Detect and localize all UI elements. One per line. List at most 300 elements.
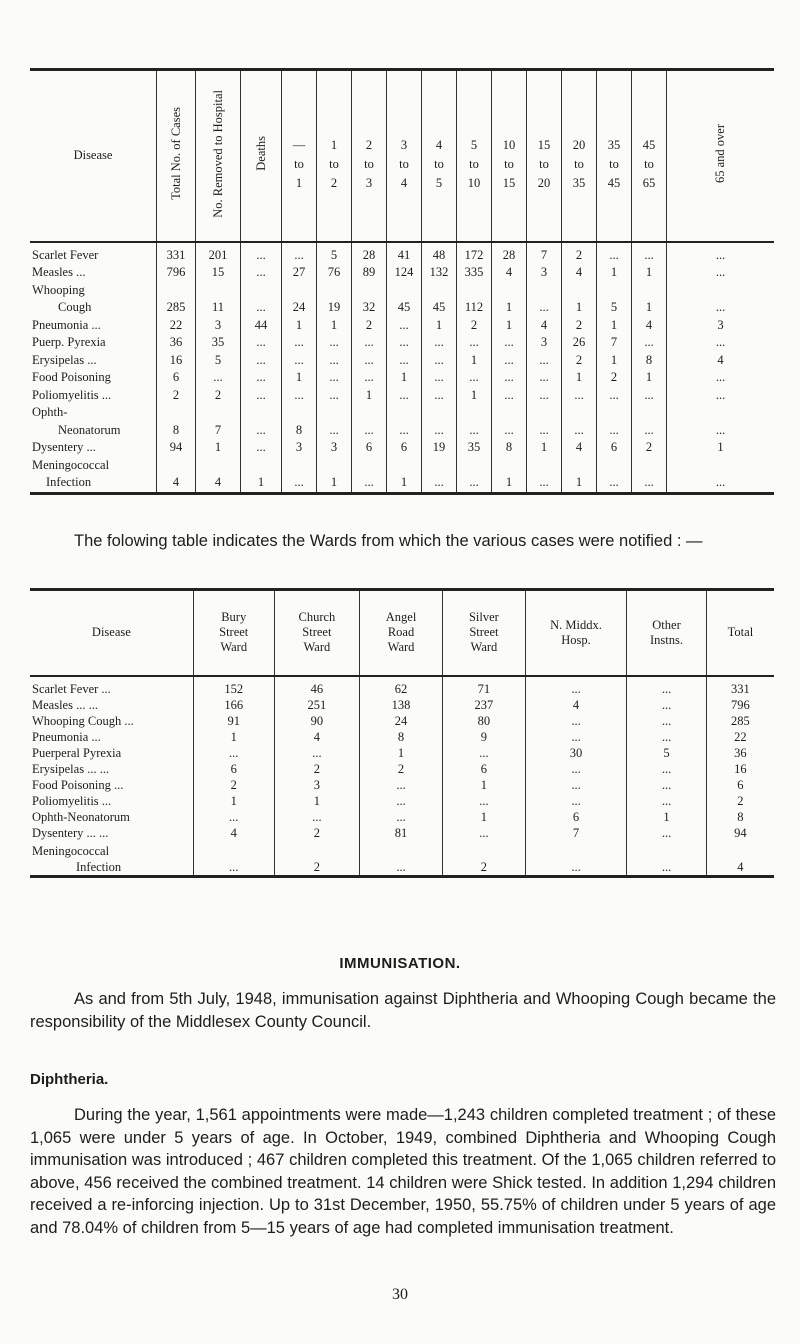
age-header-part: 4 bbox=[435, 138, 443, 153]
col-header-3 bbox=[442, 590, 525, 676]
disease-name-line: Whooping bbox=[32, 282, 85, 297]
table-cell: 1 bbox=[442, 809, 525, 825]
table-cell: 26 bbox=[562, 334, 597, 352]
col-header-line: Road bbox=[387, 625, 415, 640]
table-cell: 1 bbox=[632, 264, 667, 282]
diphtheria-heading: Diphtheria. bbox=[30, 1071, 109, 1088]
table-cell: ... bbox=[492, 404, 527, 439]
table-cell: ... bbox=[627, 676, 707, 697]
table-cell: 35 bbox=[196, 334, 241, 352]
table-cell: 3 bbox=[317, 439, 352, 457]
disease-name-line: Scarlet Fever ... bbox=[32, 681, 111, 696]
table-cell: 46 bbox=[274, 676, 359, 697]
table-cell: ... bbox=[241, 369, 282, 387]
col-header-age-2 bbox=[352, 70, 387, 242]
row-disease-name bbox=[30, 457, 157, 494]
table-cell: ... bbox=[627, 841, 707, 877]
table-cell: 1 bbox=[597, 352, 632, 370]
table-cell: ... bbox=[442, 745, 525, 761]
table-row bbox=[30, 793, 774, 809]
table-cell: ... bbox=[241, 439, 282, 457]
table-cell: ... bbox=[193, 841, 274, 877]
table-cell: 41 bbox=[387, 242, 422, 265]
col-header-age-7 bbox=[527, 70, 562, 242]
table-cell: 11 bbox=[196, 282, 241, 317]
row-disease-name bbox=[30, 761, 193, 777]
table-cell: ... bbox=[282, 352, 317, 370]
table-cell: ... bbox=[597, 387, 632, 405]
age-header-part: to bbox=[609, 157, 619, 172]
table-cell: 7 bbox=[196, 404, 241, 439]
table-cell: ... bbox=[632, 404, 667, 439]
table-cell: ... bbox=[282, 242, 317, 265]
table-cell: 15 bbox=[196, 264, 241, 282]
col-header-2 bbox=[360, 590, 443, 676]
disease-name-line: Measles ... ... bbox=[32, 697, 98, 712]
table-cell: 81 bbox=[360, 825, 443, 841]
col-header-line: Hosp. bbox=[561, 632, 591, 647]
table-cell: ... bbox=[525, 713, 626, 729]
table-cell: 4 bbox=[562, 439, 597, 457]
table-cell: 2 bbox=[352, 317, 387, 335]
table-cell: ... bbox=[525, 793, 626, 809]
table-cell: 22 bbox=[706, 729, 774, 745]
table-cell: ... bbox=[525, 761, 626, 777]
table-cell: 796 bbox=[706, 697, 774, 713]
table-row bbox=[30, 457, 774, 494]
table-cell: ... bbox=[597, 457, 632, 494]
table-cell: 1 bbox=[196, 439, 241, 457]
age-header-part: to bbox=[364, 157, 374, 172]
table-row bbox=[30, 264, 774, 282]
table-cell: 112 bbox=[457, 282, 492, 317]
table-cell: ... bbox=[360, 809, 443, 825]
ward-table-intro: The folowing table indicates the Wards from which the various cases were notified : — bbox=[74, 532, 703, 550]
row-disease-name bbox=[30, 404, 157, 439]
table-cell: 8 bbox=[632, 352, 667, 370]
table-cell: 3 bbox=[527, 334, 562, 352]
disease-name-line: Dysentery ... bbox=[32, 440, 96, 454]
cases-by-ward-table bbox=[30, 588, 774, 878]
age-header-part: 35 bbox=[572, 176, 586, 191]
table-cell: ... bbox=[457, 404, 492, 439]
age-header-part: to bbox=[329, 157, 339, 172]
table-cell: 71 bbox=[442, 676, 525, 697]
table-cell: ... bbox=[282, 387, 317, 405]
table-cell: 2 bbox=[706, 793, 774, 809]
table-cell: ... bbox=[422, 387, 457, 405]
table-cell: ... bbox=[387, 334, 422, 352]
table-cell: 1 bbox=[193, 793, 274, 809]
age-header-part: to bbox=[644, 157, 654, 172]
table-cell: 4 bbox=[157, 457, 196, 494]
table-row bbox=[30, 825, 774, 841]
table-cell: ... bbox=[527, 457, 562, 494]
col-header-1 bbox=[274, 590, 359, 676]
page-number: 30 bbox=[392, 1286, 408, 1303]
table-cell: 166 bbox=[193, 697, 274, 713]
table-cell: 44 bbox=[241, 317, 282, 335]
table-cell: 19 bbox=[317, 282, 352, 317]
col-header-age-4 bbox=[422, 70, 457, 242]
table-cell: 2 bbox=[632, 439, 667, 457]
col-header-line: N. Middx. bbox=[550, 617, 602, 632]
age-header-part: to bbox=[504, 157, 514, 172]
table-cell: 1 bbox=[492, 317, 527, 335]
table-cell: ... bbox=[317, 352, 352, 370]
table-cell: ... bbox=[457, 369, 492, 387]
table-cell: ... bbox=[525, 841, 626, 877]
col-header-6 bbox=[706, 590, 774, 676]
col-header-line: Ward bbox=[303, 640, 331, 655]
table-cell: ... bbox=[422, 334, 457, 352]
table-cell: 1 bbox=[562, 282, 597, 317]
table-cell: 2 bbox=[274, 841, 359, 877]
table-cell: ... bbox=[627, 825, 707, 841]
table-row bbox=[30, 761, 774, 777]
table-cell: ... bbox=[527, 282, 562, 317]
table-cell: ... bbox=[442, 793, 525, 809]
row-disease-name bbox=[30, 745, 193, 761]
table-cell: ... bbox=[667, 264, 775, 282]
table-cell: ... bbox=[667, 369, 775, 387]
table-cell: 90 bbox=[274, 713, 359, 729]
table-cell: 4 bbox=[193, 825, 274, 841]
table-row bbox=[30, 317, 774, 335]
table-cell: 1 bbox=[597, 317, 632, 335]
age-header-part: 2 bbox=[365, 138, 373, 153]
table-cell: ... bbox=[352, 334, 387, 352]
table-cell: 1 bbox=[627, 809, 707, 825]
table-cell: 4 bbox=[706, 841, 774, 877]
table-cell: ... bbox=[562, 404, 597, 439]
age-header-part: 2 bbox=[330, 176, 338, 191]
table-cell: 2 bbox=[157, 387, 196, 405]
table-row bbox=[30, 777, 774, 793]
table-cell: 6 bbox=[352, 439, 387, 457]
table-cell: 201 bbox=[196, 242, 241, 265]
table-cell: ... bbox=[317, 404, 352, 439]
table-cell: 2 bbox=[274, 761, 359, 777]
col-header-age-5 bbox=[457, 70, 492, 242]
col-header-deaths-text: Deaths bbox=[253, 136, 268, 172]
table-cell: 335 bbox=[457, 264, 492, 282]
table-cell: 76 bbox=[317, 264, 352, 282]
table-cell: ... bbox=[274, 809, 359, 825]
table-cell: ... bbox=[360, 777, 443, 793]
table-cell: ... bbox=[492, 387, 527, 405]
table-cell: ... bbox=[352, 369, 387, 387]
row-disease-name bbox=[30, 334, 157, 352]
table-cell: 2 bbox=[562, 352, 597, 370]
col-header-disease: Disease bbox=[30, 590, 193, 676]
table-cell: 24 bbox=[360, 713, 443, 729]
table-cell: ... bbox=[360, 793, 443, 809]
age-header-part: 35 bbox=[607, 138, 621, 153]
table-cell: ... bbox=[241, 404, 282, 439]
col-header-65-and-over bbox=[667, 70, 775, 242]
table-cell: ... bbox=[667, 457, 775, 494]
table-cell: ... bbox=[317, 334, 352, 352]
table-cell: ... bbox=[667, 387, 775, 405]
age-header-part: 1 bbox=[330, 138, 338, 153]
disease-name-line: Pneumonia ... bbox=[32, 729, 101, 744]
table-cell: 7 bbox=[527, 242, 562, 265]
table-cell: 1 bbox=[457, 387, 492, 405]
table-cell: ... bbox=[627, 697, 707, 713]
table-cell: 24 bbox=[282, 282, 317, 317]
table-cell: 1 bbox=[492, 282, 527, 317]
disease-name-line: Ophth-Neonatorum bbox=[32, 809, 130, 824]
col-header-total-cases-text: Total No. of Cases bbox=[168, 107, 183, 201]
table-cell: 80 bbox=[442, 713, 525, 729]
disease-name-line: Dysentery ... ... bbox=[32, 825, 109, 840]
age-header-part: 3 bbox=[400, 138, 408, 153]
table-cell: 3 bbox=[196, 317, 241, 335]
table-cell: 45 bbox=[422, 282, 457, 317]
col-header-line: Street bbox=[302, 625, 332, 640]
table-cell: 8 bbox=[492, 439, 527, 457]
table-cell: 30 bbox=[525, 745, 626, 761]
table-row bbox=[30, 713, 774, 729]
disease-name-line: Erysipelas ... bbox=[32, 352, 97, 367]
table-cell: ... bbox=[632, 387, 667, 405]
table-cell: ... bbox=[387, 317, 422, 335]
col-header-line: Street bbox=[469, 625, 499, 640]
disease-name-line: Food Poisoning bbox=[32, 370, 111, 384]
table-cell: ... bbox=[667, 282, 775, 317]
table-cell: 1 bbox=[387, 369, 422, 387]
table-cell: ... bbox=[282, 334, 317, 352]
table-cell: ... bbox=[457, 334, 492, 352]
table-cell: ... bbox=[627, 729, 707, 745]
col-header-age-6 bbox=[492, 70, 527, 242]
table-cell: 2 bbox=[196, 387, 241, 405]
table-cell: ... bbox=[422, 352, 457, 370]
row-disease-name bbox=[30, 825, 193, 841]
table-cell: 35 bbox=[457, 439, 492, 457]
table-row bbox=[30, 697, 774, 713]
table-cell: ... bbox=[527, 404, 562, 439]
row-disease-name bbox=[30, 369, 157, 387]
table-cell: 16 bbox=[706, 761, 774, 777]
row-disease-name bbox=[30, 317, 157, 335]
table-cell: ... bbox=[241, 242, 282, 265]
table-cell: 4 bbox=[525, 697, 626, 713]
table-cell: 251 bbox=[274, 697, 359, 713]
table-cell: ... bbox=[352, 457, 387, 494]
table-cell: ... bbox=[527, 387, 562, 405]
table-cell: 6 bbox=[157, 369, 196, 387]
age-header-part: to bbox=[469, 157, 479, 172]
table-cell: 8 bbox=[157, 404, 196, 439]
table-row bbox=[30, 676, 774, 697]
table-cell: ... bbox=[352, 404, 387, 439]
disease-name-line: Meningococcal bbox=[32, 457, 110, 472]
table-row bbox=[30, 242, 774, 265]
table-cell: ... bbox=[387, 352, 422, 370]
disease-name-line: Pneumonia ... bbox=[32, 317, 101, 332]
age-header-part: 5 bbox=[435, 176, 443, 191]
disease-name-line: Puerperal Pyrexia bbox=[32, 745, 122, 760]
table-cell: 94 bbox=[706, 825, 774, 841]
table-cell: 4 bbox=[527, 317, 562, 335]
table-cell: ... bbox=[632, 457, 667, 494]
table-cell: ... bbox=[632, 242, 667, 265]
table-cell: ... bbox=[360, 841, 443, 877]
table-cell: ... bbox=[241, 334, 282, 352]
table-cell: 1 bbox=[387, 457, 422, 494]
table-cell: 5 bbox=[196, 352, 241, 370]
age-header-part: 1 bbox=[295, 176, 303, 191]
table-cell: 1 bbox=[422, 317, 457, 335]
table-cell: ... bbox=[422, 404, 457, 439]
col-header-deaths bbox=[241, 70, 282, 242]
table-cell: 1 bbox=[317, 457, 352, 494]
col-header-line: Other bbox=[652, 617, 681, 632]
row-disease-name bbox=[30, 793, 193, 809]
col-header-line: Instns. bbox=[650, 632, 684, 647]
age-header-part: 45 bbox=[642, 138, 656, 153]
age-header-part: 45 bbox=[607, 176, 621, 191]
disease-name-line: Poliomyelitis ... bbox=[32, 387, 112, 402]
table-cell: 1 bbox=[282, 317, 317, 335]
table-cell: ... bbox=[317, 387, 352, 405]
table-cell: 172 bbox=[457, 242, 492, 265]
table-cell: 3 bbox=[527, 264, 562, 282]
row-disease-name bbox=[30, 697, 193, 713]
table-cell: 3 bbox=[274, 777, 359, 793]
table-cell: ... bbox=[422, 457, 457, 494]
disease-name-line: Measles ... bbox=[32, 265, 86, 279]
disease-name-line: Infection bbox=[76, 859, 122, 874]
col-header-removed-to-hospital bbox=[196, 70, 241, 242]
table-cell: 124 bbox=[387, 264, 422, 282]
age-header-part: to bbox=[574, 157, 584, 172]
table-cell: 36 bbox=[157, 334, 196, 352]
table-cell: 27 bbox=[282, 264, 317, 282]
table-cell: ... bbox=[627, 793, 707, 809]
table-cell: 8 bbox=[360, 729, 443, 745]
table-cell: ... bbox=[667, 404, 775, 439]
table-cell: 7 bbox=[525, 825, 626, 841]
table-cell: 1 bbox=[667, 439, 775, 457]
col-header-line: Ward bbox=[470, 640, 498, 655]
table-cell: 4 bbox=[667, 352, 775, 370]
table-cell: ... bbox=[241, 264, 282, 282]
table-row bbox=[30, 369, 774, 387]
cases-by-ward-body bbox=[30, 676, 774, 877]
table-cell: ... bbox=[492, 334, 527, 352]
table-cell: 8 bbox=[282, 404, 317, 439]
age-header-part: 10 bbox=[467, 176, 481, 191]
table-cell: 9 bbox=[442, 729, 525, 745]
table-cell: ... bbox=[193, 809, 274, 825]
table-cell: ... bbox=[442, 825, 525, 841]
table-cell: 36 bbox=[706, 745, 774, 761]
table-cell: 796 bbox=[157, 264, 196, 282]
table-cell: ... bbox=[193, 745, 274, 761]
table-cell: 45 bbox=[387, 282, 422, 317]
table-row bbox=[30, 387, 774, 405]
table-cell: ... bbox=[492, 369, 527, 387]
table-cell: ... bbox=[525, 777, 626, 793]
table-cell: ... bbox=[241, 387, 282, 405]
row-disease-name bbox=[30, 729, 193, 745]
table-cell: 32 bbox=[352, 282, 387, 317]
disease-name-line: Neonatorum bbox=[58, 422, 121, 437]
table-cell: ... bbox=[597, 404, 632, 439]
table-cell: ... bbox=[632, 334, 667, 352]
disease-name-line: Poliomyelitis ... bbox=[32, 793, 112, 808]
row-disease-name bbox=[30, 809, 193, 825]
table-cell: 2 bbox=[597, 369, 632, 387]
table-cell: 2 bbox=[562, 317, 597, 335]
table-cell: 6 bbox=[525, 809, 626, 825]
table-cell: 1 bbox=[282, 369, 317, 387]
table-cell: ... bbox=[527, 369, 562, 387]
table-cell: ... bbox=[241, 282, 282, 317]
table-cell: ... bbox=[352, 352, 387, 370]
disease-name-line: Meningococcal bbox=[32, 843, 110, 858]
table-cell: 1 bbox=[193, 729, 274, 745]
table-cell: ... bbox=[317, 369, 352, 387]
table-row bbox=[30, 745, 774, 761]
row-disease-name bbox=[30, 282, 157, 317]
table-cell: 8 bbox=[706, 809, 774, 825]
table-cell: ... bbox=[387, 404, 422, 439]
table-cell: 89 bbox=[352, 264, 387, 282]
cases-by-ward-header bbox=[30, 590, 774, 676]
age-header-part: 65 bbox=[642, 176, 656, 191]
age-header-part: 20 bbox=[537, 176, 551, 191]
table-cell: ... bbox=[196, 369, 241, 387]
table-cell: ... bbox=[562, 387, 597, 405]
table-cell: 1 bbox=[492, 457, 527, 494]
immunisation-heading: IMMUNISATION. bbox=[339, 955, 461, 972]
table-cell: ... bbox=[387, 387, 422, 405]
table-cell: ... bbox=[282, 457, 317, 494]
row-disease-name bbox=[30, 387, 157, 405]
table-cell: 28 bbox=[492, 242, 527, 265]
col-header-total-cases bbox=[157, 70, 196, 242]
table-cell: 4 bbox=[196, 457, 241, 494]
table-cell: ... bbox=[422, 369, 457, 387]
table-cell: ... bbox=[525, 676, 626, 697]
table-cell: 132 bbox=[422, 264, 457, 282]
age-header-part: — bbox=[292, 138, 306, 153]
table-cell: 1 bbox=[274, 793, 359, 809]
col-header-line: Street bbox=[219, 625, 249, 640]
row-disease-name bbox=[30, 242, 157, 265]
col-header-0 bbox=[193, 590, 274, 676]
table-cell: 1 bbox=[632, 282, 667, 317]
table-cell: 4 bbox=[492, 264, 527, 282]
col-header-line: Angel bbox=[385, 610, 417, 625]
table-cell: 3 bbox=[667, 317, 775, 335]
col-header-age-9 bbox=[597, 70, 632, 242]
table-cell: 5 bbox=[597, 282, 632, 317]
table-cell: 6 bbox=[597, 439, 632, 457]
table-row bbox=[30, 404, 774, 439]
table-cell: 1 bbox=[457, 352, 492, 370]
col-header-removed-to-hospital-text: No. Removed to Hospital bbox=[210, 89, 225, 218]
table-cell: 2 bbox=[193, 777, 274, 793]
age-header-part: 10 bbox=[502, 138, 516, 153]
table-cell: 3 bbox=[282, 439, 317, 457]
col-header-age-10 bbox=[632, 70, 667, 242]
table-cell: 6 bbox=[387, 439, 422, 457]
